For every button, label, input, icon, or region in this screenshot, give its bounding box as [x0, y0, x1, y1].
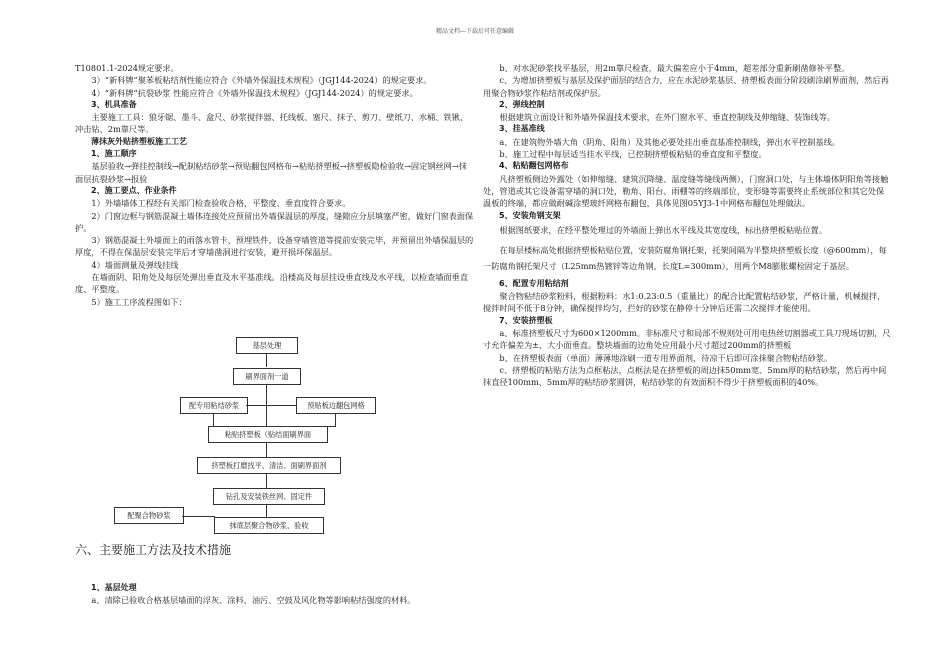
paragraph: 2）门窗边框与钢筋混凝土墙体连接处应预留出外墙保温层的厚度，缝隙应分层填塞严密，做好门窗表面保护。 [75, 210, 474, 233]
paragraph: 凡挤塑板侧边外露处（如伸缩缝、建筑沉降缝、温度缝等缝线两侧），门窗洞口处，与主体墙体阴阳角等接触处，管道或其它设备需穿墙的洞口处，勒角、阳台、雨棚等的终端部位，变形缝等需要终止系统部位和其它处保温板的终端，都应做耐碱涂塑玻纤网格布翻包，具体见图05YJ3-1中网格布翻包处理做法。 [483, 173, 889, 209]
paragraph: 主要施工工具：狼牙锯、墨斗、盒尺、砂浆搅拌器、托线板、塞尺、抹子、剪刀、壁纸刀、水桶、铁锹、冲击钻、2m靠尺等。 [75, 112, 469, 135]
flow-step-polymer-mortar: 配聚合物砂浆 [114, 507, 184, 524]
paragraph: b、对水泥砂浆找平基层，用2m靠尺检查，最大偏差应小于4mm，超差部分重新刷凿修补平整。 [499, 63, 850, 73]
section-heading: 5、安装角钢支架 [499, 210, 561, 220]
section-heading: 3、挂基准线 [499, 124, 545, 134]
section-heading: 2、弹线控制 [499, 99, 545, 109]
section-heading: 2、施工要点、作业条件 [91, 185, 177, 195]
paragraph: 4）墙面测量及弹线挂线 [91, 259, 179, 270]
paragraph: T10801.1-2024规定要求。 [75, 63, 179, 73]
paragraph: 根据建筑立面设计和外墙外保温技术要求，在外门窗水平、垂直控制线及伸缩缝、装饰线等。 [499, 112, 836, 123]
section-heading: 1、施工顺序 [91, 149, 137, 159]
section-heading: 薄抹灰外贴挤塑板施工工艺 [91, 136, 187, 146]
paragraph: 3）“新科牌”聚苯板粘结剂性能应符合《外墙外保温技术规程》（JGJ144-2024）的规定要求。 [91, 75, 432, 86]
right-column [483, 62, 891, 389]
section-heading-6: 六、主要施工方法及技术措施 [75, 543, 232, 557]
paragraph: 4）“新科牌”抗裂砂浆 性能应符合《外墙外保温技术规程》（JGJ144-2024）的规定要求。 [91, 87, 418, 98]
paragraph: c、挤塑板的粘贴方法为点框粘法，点框法是在挤塑板的周边抹50mm宽、5mm厚的粘结砂浆，然后再中间抹直径100mm、5mm厚的粘结砂浆圆饼，粘结砂浆的有效面积不得少于挤塑板面积的40%。 [483, 364, 887, 388]
flow-step-final-coat: 抹底层聚合物砂浆、验收 [214, 517, 324, 534]
paragraph: a、清除已验收合格基层墙面的浮灰、涂料、油污、空鼓及风化物等影响粘结强度的材料。 [91, 595, 416, 606]
flow-step-mesh-wrap: 预贴板边翻包网格 [296, 397, 376, 414]
section-heading: 4、粘贴翻包网格布 [499, 161, 569, 171]
paragraph: 1）外墙墙体工程经有关部门检查验收合格，平整度、垂直度符合要求。 [91, 198, 351, 209]
flow-step-sand-level: 挤塑板打磨找平、清洁、面刷界面剂 [197, 457, 341, 474]
paragraph: a、在建筑物外墙大角（阴角、阳角）及其他必要处挂出垂直基准控制线，弹出水平控制基线。 [499, 136, 840, 147]
left-column [75, 62, 475, 308]
paragraph: a、标准挤塑板尺寸为600×1200mm。非标准尺寸和局部不规则处可用电热丝切割器或工具刀现场切割，尺寸允许偏差为±，大小面垂直。整块墙面的边角处应用最小尺寸超过200mm的挤塑板 [483, 328, 891, 351]
section-heading: 3、机具准备 [91, 99, 137, 109]
paragraph: b、在挤塑板表面（单面）薄薄地涂刷一道专用界面剂，待凉干后即可涂抹聚合物粘结砂浆。 [499, 352, 833, 363]
section-heading: 7、安装挤塑板 [499, 315, 553, 325]
paragraph: 基层验收→弹挂控制线→配制粘结砂浆→预贴翻包网格布→粘贴挤塑板→挤塑板隐检验收→固定钢丝网→抹面层抗裂砂浆→报验 [75, 161, 467, 184]
paragraph: 3）钢筋混凝土外墙面上的雨落水管卡、预埋铁件、设备穿墙管道等提前安装完毕，并预留出外墙保温层的厚度，不得在保温层安装完毕后才穿墙凿洞进行安装，避开损坏保温层。 [75, 235, 474, 258]
paragraph: 根据图纸要求，在经平整处理过的外墙面上弹出水平线及其宽度线，标出挤塑板粘贴位置。 [499, 224, 827, 235]
paragraph: 在墙面阴、阳角处及每层处弹出垂直及水平基准线。沿楼高及每层挂设垂直线及水平线，以检查墙面垂直度、平整度。 [75, 272, 469, 295]
section-heading: 6、配置专用粘结剂 [499, 278, 569, 288]
flow-step-drill-mesh: 钻孔及安装铁丝网、固定件 [213, 488, 325, 505]
page-header: 精品文档---下载后可任意编辑 [435, 28, 515, 35]
paragraph: b、施工过程中每层适当挂水平线，已控制挤塑板粘贴的垂直度和平整度。 [499, 149, 767, 160]
paragraph: 5）施工工序流程图如下： [91, 296, 187, 307]
flow-step-interface-agent: 刷界面剂一道 [233, 368, 301, 385]
flow-step-mix-mortar: 配专用粘结砂浆 [180, 397, 248, 414]
paragraph: c、为增加挤塑板与基层及保护面层的结合力，应在水泥砂浆基层、挤塑板表面分阶段刷涂刷界面剂，然后再用聚合物砂浆作粘结剂或保护层。 [483, 75, 889, 98]
paragraph: 聚合物粘结砂浆粉料，根据粉料：水1:0.23:0.5（重量比）的配合比配置粘结砂浆，严格计量，机械搅拌，搅拌时间不低于8分钟，确保搅拌均匀，拦好的砂浆在静停十分钟后还需二次搅拌才能使用。 [483, 291, 886, 314]
paragraph: 在每层楼标高处根据挤塑板粘贴位置，安装防腐角钢托架，托架间隔为半整块挤塑板长度（@600mm），每一防腐角钢托架尺寸（L25mm热镀锌等边角钢，长度L=300mm），用两个M8膨胀螺栓固定于基层。 [483, 244, 887, 271]
flow-step-paste-board: 粘贴挤塑板（贴结面刷界面 [208, 426, 328, 443]
flow-step-base-treatment: 基层处理 [236, 337, 298, 354]
section-heading: 1、基层处理 [91, 583, 137, 592]
bottom-left-block [75, 582, 475, 607]
